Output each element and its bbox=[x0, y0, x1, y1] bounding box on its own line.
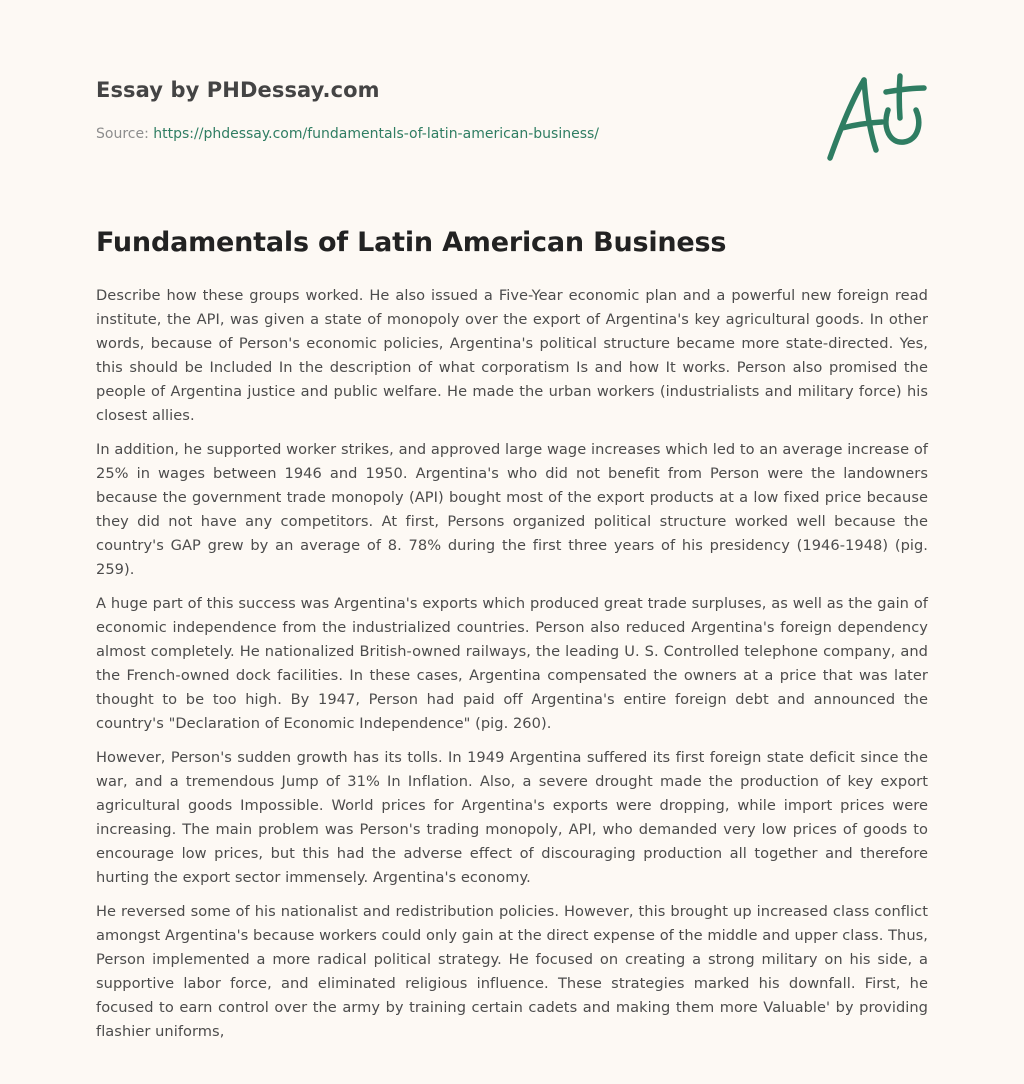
source-label: Source: bbox=[96, 126, 149, 142]
a-plus-logo-svg bbox=[826, 70, 928, 162]
a-plus-grade-icon bbox=[826, 70, 928, 162]
essay-title: Fundamentals of Latin American Business bbox=[96, 227, 727, 258]
source-link[interactable]: https://phdessay.com/fundamentals-of-latin-american-business/ bbox=[153, 126, 600, 142]
site-brand: Essay by PHDessay.com bbox=[96, 78, 380, 102]
essay-paragraph: A huge part of this success was Argentina's exports which produced great trade surpluses, as well as the gain of economic independence from the industrialized countries. Person also reduced Argentina's foreign dependency almost completely. He nationalized British-owned railways, the leading U. S. Controlled telephone company, and the French-owned dock facilities. In these cases, Argentina compensated the owners at a price that was later thought to be too high. By 1947, Person had paid off Argentina's entire foreign debt and announced the country's "Declaration of Economic Independence" (pig. 260). bbox=[96, 595, 928, 732]
essay-paragraph: In addition, he supported worker strikes, and approved large wage increases which led to an average increase of 25% in wages between 1946 and 1950. Argentina's who did not benefit from Person were the landowners because the government trade monopoly (API) bought most of the export products at a low fixed price because they did not have any competitors. At first, Persons organized political structure worked well because the country's GAP grew by an average of 8. 78% during the first three years of his presidency (1946-1948) (pig. 259). bbox=[96, 441, 928, 578]
essay-header bbox=[96, 78, 928, 168]
essay-paragraph: He reversed some of his nationalist and redistribution policies. However, this brought up increased class conflict amongst Argentina's because workers could only gain at the direct expense of the middle and upper class. Thus, Person implemented a more radical political strategy. He focused on creating a strong military on his side, a supportive labor force, and eliminated religious influence. These strategies marked his downfall. First, he focused to earn control over the army by training certain cadets and making them more Valuable' by providing flashier uniforms, bbox=[96, 903, 928, 1040]
essay-paragraph: Describe how these groups worked. He also issued a Five-Year economic plan and a powerful new foreign read institute, the API, was given a state of monopoly over the export of Argentina's key agricultural goods. In other words, because of Person's economic policies, Argentina's political structure became more state-directed. Yes, this should be Included In the description of what corporatism Is and how It works. Person also promised the people of Argentina justice and public welfare. He made the urban workers (industrialists and military force) his closest allies. bbox=[96, 287, 928, 424]
source-line bbox=[96, 126, 928, 142]
essay-paragraph: However, Person's sudden growth has its tolls. In 1949 Argentina suffered its first foreign state deficit since the war, and a tremendous Jump of 31% In Inflation. Also, a severe drought made the production of key export agricultural goods Impossible. World prices for Argentina's exports were dropping, while import prices were increasing. The main problem was Person's trading monopoly, API, who demanded very low prices of goods to encourage low prices, but this had the adverse effect of discouraging production all together and therefore hurting the export sector immensely. Argentina's economy. bbox=[96, 749, 928, 886]
essay-body bbox=[96, 284, 928, 1054]
